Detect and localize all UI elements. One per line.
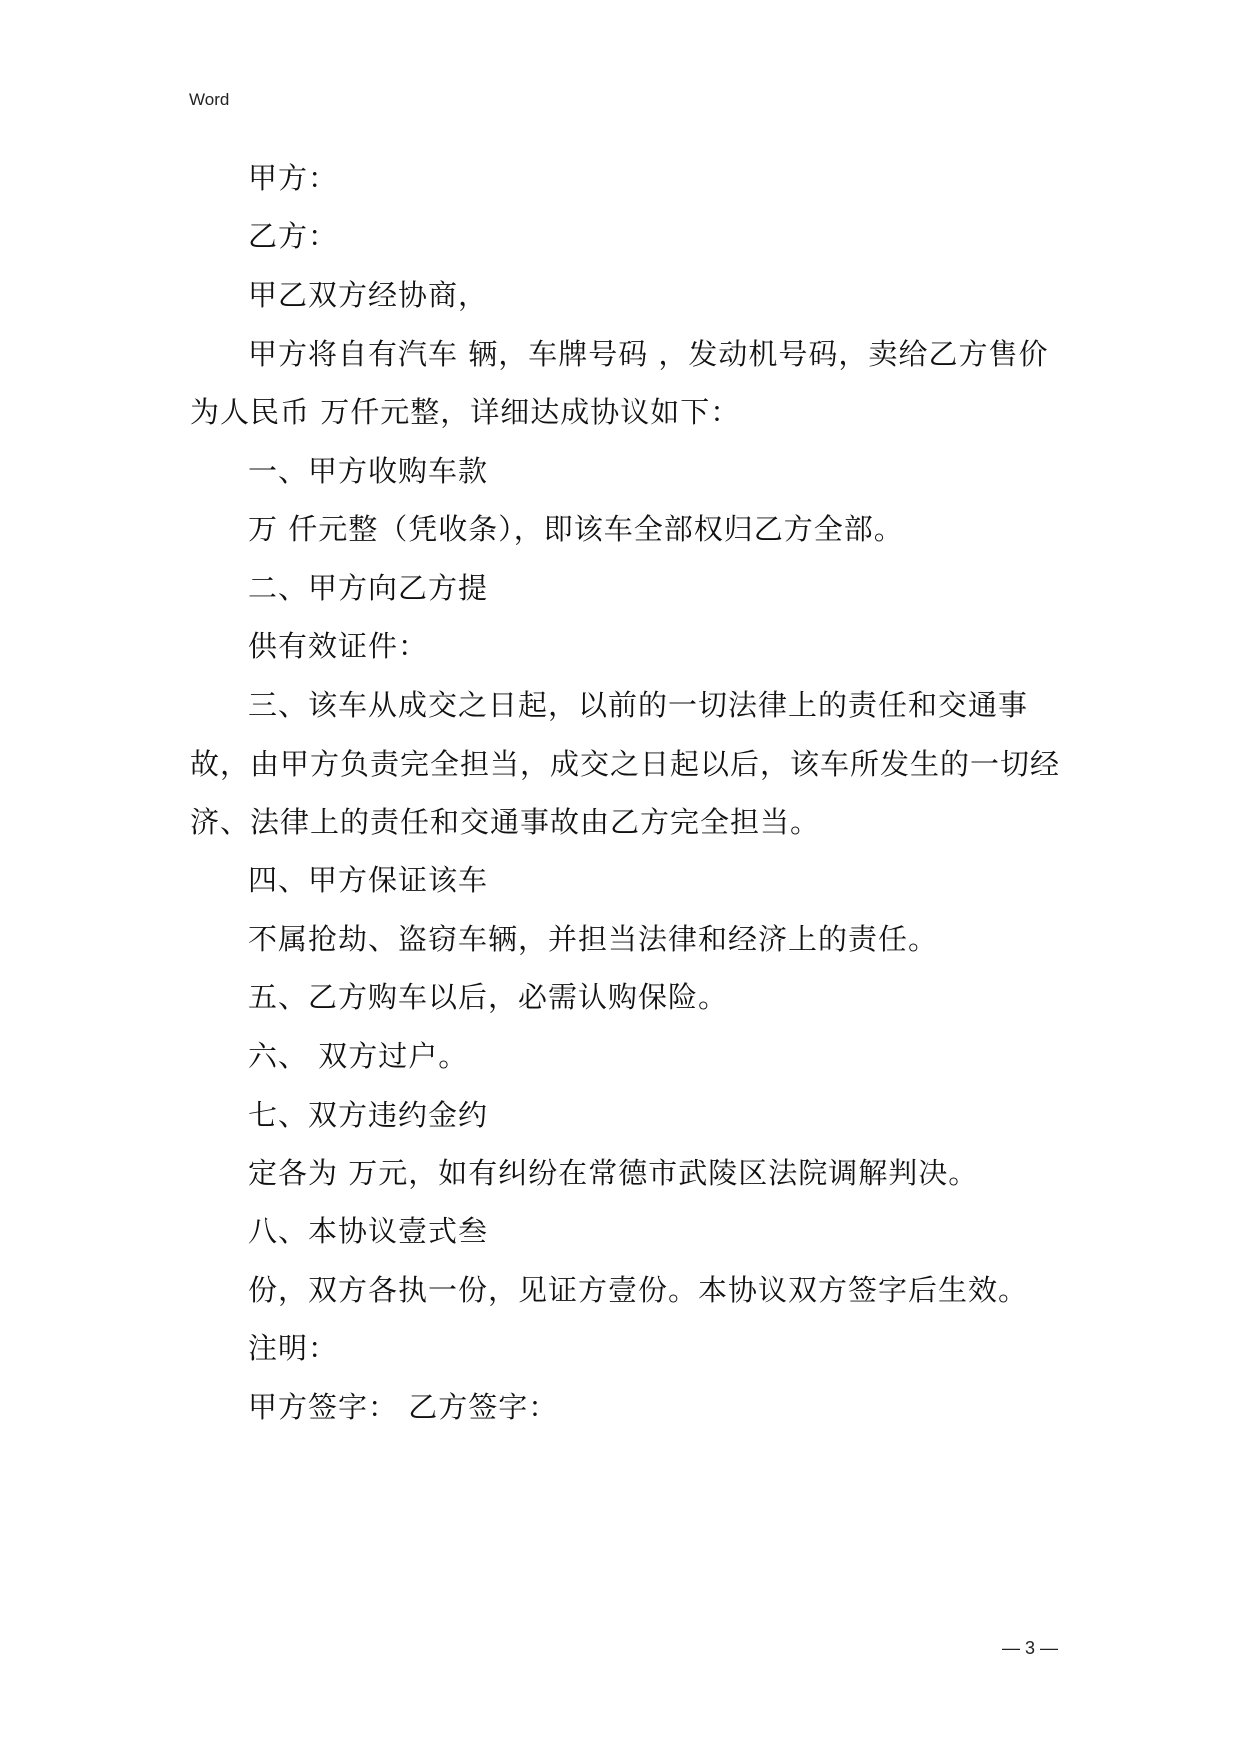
paragraph-line: 为人民币 万仟元整，详细达成协议如下： (190, 395, 741, 429)
clause-heading: 四、甲方保证该车 (248, 863, 489, 897)
paragraph-line: 不属抢劫、盗窃车辆，并担当法律和经济上的责任。 (248, 922, 939, 956)
paragraph-line: 份，双方各执一份，见证方壹份。本协议双方签字后生效。 (248, 1273, 1029, 1307)
clause-heading: 八、本协议壹式叁 (248, 1214, 489, 1248)
paragraph-line: 故，由甲方负责完全担当，成交之日起以后，该车所发生的一切经 (190, 747, 1061, 781)
clause-heading: 一、甲方收购车款 (248, 454, 489, 488)
party-b-line: 乙方： (248, 219, 339, 253)
paragraph-line: 万 仟元整（凭收条），即该车全部权归乙方全部。 (248, 512, 904, 546)
clause-heading: 六、 双方过户。 (248, 1039, 469, 1073)
paragraph-line: 济、法律上的责任和交通事故由乙方完全担当。 (190, 805, 821, 839)
note-line: 注明： (248, 1331, 339, 1365)
clause-heading: 三、该车从成交之日起，以前的一切法律上的责任和交通事 (248, 688, 1029, 722)
paragraph-line: 甲方将自有汽车 辆，车牌号码 ，发动机号码，卖给乙方售价 (248, 337, 1049, 371)
signature-line: 甲方签字： 乙方签字： (248, 1390, 559, 1424)
clause-heading: 二、甲方向乙方提 (248, 571, 489, 605)
clause-heading: 七、双方违约金约 (248, 1098, 489, 1132)
page-number: — 3 — (1002, 1638, 1059, 1658)
paragraph-line: 定各为 万元，如有纠纷在常德市武陵区法院调解判决。 (248, 1156, 979, 1190)
negotiation-line: 甲乙双方经协商， (248, 278, 489, 312)
header-label: Word (189, 90, 230, 109)
clause-heading: 五、乙方购车以后，必需认购保险。 (248, 980, 729, 1014)
party-a-line: 甲方： (248, 161, 339, 195)
paragraph-line: 供有效证件： (248, 629, 429, 663)
